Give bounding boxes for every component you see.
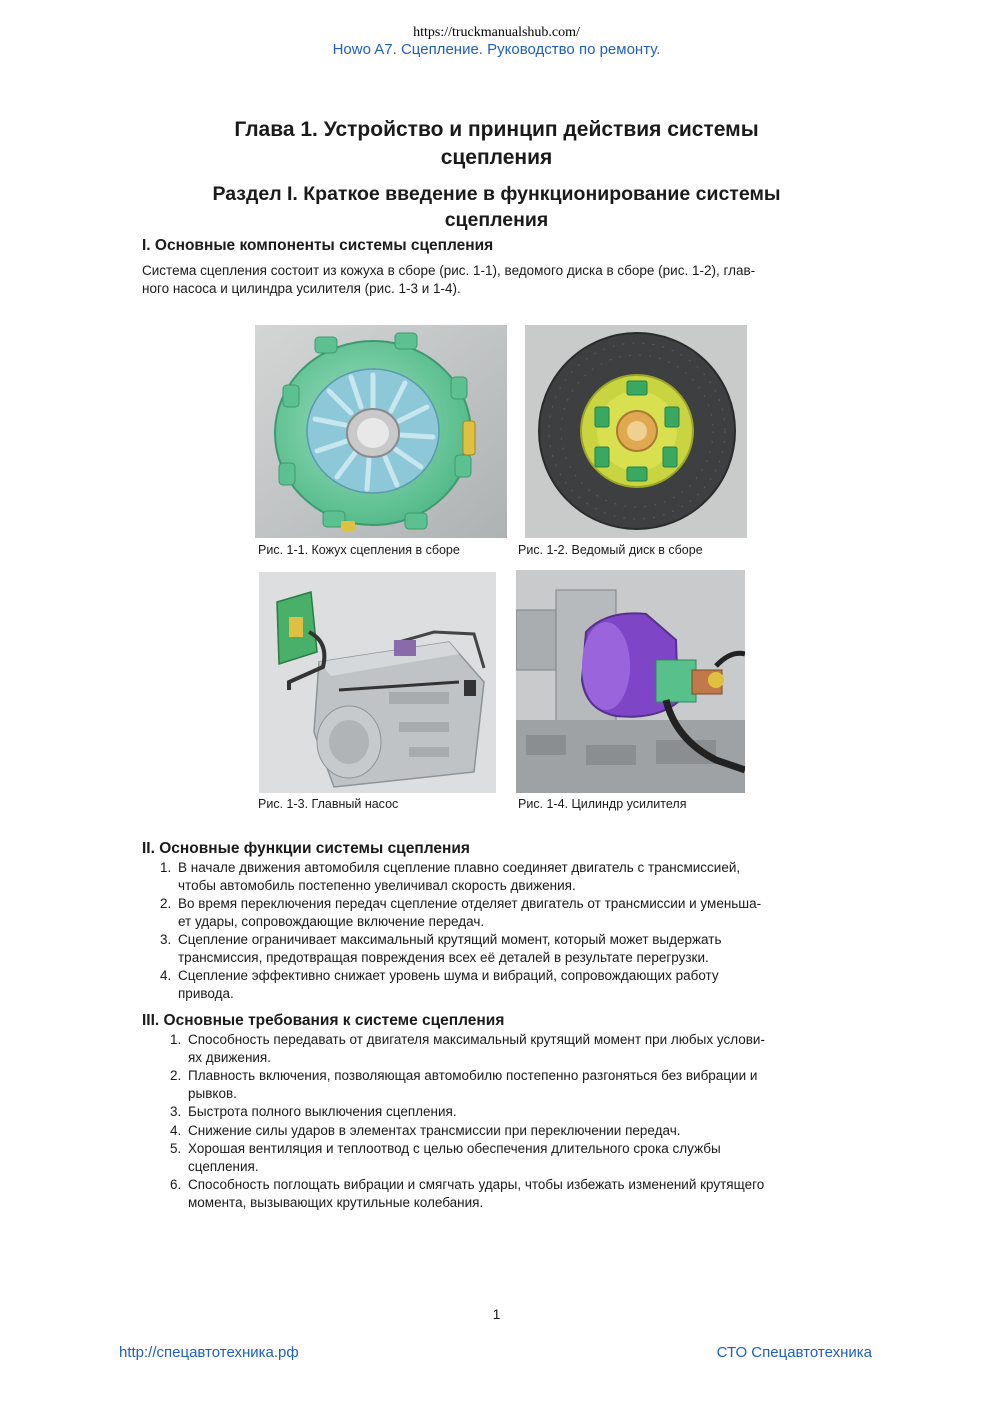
list-item-text-line2: ет удары, сопровождающие включение передач. xyxy=(178,913,485,929)
list-item-text-line1: Снижение силы ударов в элементах трансмиссии при переключении передач. xyxy=(188,1122,681,1138)
list-item-text-line1: В начале движения автомобиля сцепление плавно соединяет двигатель с трансмиссией, xyxy=(178,860,741,875)
list-item-text-line1: Сцепление ограничивает максимальный крутящий момент, который может выдержать xyxy=(178,932,722,947)
clutch-cover-illustration xyxy=(255,325,507,538)
booster-cylinder-illustration xyxy=(516,570,745,793)
chapter-title-line1: Глава 1. Устройство и принцип действия системы xyxy=(234,118,759,141)
list-item xyxy=(142,967,862,1002)
figure-master-cylinder xyxy=(259,572,496,793)
list-item-text-line1: Плавность включения, позволяющая автомобилю постепенно разгоняться без вибрации и xyxy=(188,1068,758,1083)
driven-disc-illustration xyxy=(525,325,747,538)
list-item xyxy=(152,1176,862,1211)
section-title-line1: Раздел I. Краткое введение в функционирование системы xyxy=(212,183,781,205)
list-item-number: 2. xyxy=(160,896,172,911)
list-item-text-line1: Во время переключения передач сцепление отделяет двигатель от трансмиссии и уменьша- xyxy=(178,896,762,911)
figure-booster-cylinder xyxy=(516,570,745,793)
list-item-text-line1: Быстрота полного выключения сцепления. xyxy=(188,1104,457,1119)
figure-clutch-cover xyxy=(255,325,507,538)
list-item-text-line1: Способность передавать от двигателя максимальный крутящий момент при любых услови- xyxy=(188,1032,765,1047)
part1-text-line2: ного насоса и цилиндра усилителя (рис. 1-3 и 1-4). xyxy=(142,280,461,296)
list-item-number: 4. xyxy=(170,1122,182,1138)
list-item-number: 3. xyxy=(170,1104,182,1119)
master-cylinder-illustration xyxy=(259,572,496,793)
list-item-text-line2: момента, вызывающих крутильные колебания. xyxy=(188,1194,484,1210)
list-item-text-line2: сцепления. xyxy=(188,1158,259,1174)
list-item-number: 3. xyxy=(160,932,172,947)
header-title: Howo A7. Сцепление. Руководство по ремонту. xyxy=(332,41,661,58)
list-item-number: 4. xyxy=(160,968,172,983)
footer-company: СТО Спецавтотехника xyxy=(716,1344,872,1361)
list-item-text-line2: чтобы автомобиль постепенно увеличивал скорость движения. xyxy=(178,877,576,893)
footer-link[interactable]: http://спецавтотехника.рф xyxy=(119,1344,299,1361)
list-item xyxy=(142,859,862,894)
list-item-text-line1: Сцепление эффективно снижает уровень шума и вибраций, сопровождающих работу xyxy=(178,968,719,983)
page-number: 1 xyxy=(492,1306,501,1322)
list-item-number: 1. xyxy=(170,1032,182,1047)
list-item-number: 6. xyxy=(170,1177,182,1192)
header-url[interactable]: https://truckmanualshub.com/ xyxy=(413,25,580,40)
list-item-text-line2: рывков. xyxy=(188,1085,237,1101)
part1-paragraph xyxy=(142,262,854,297)
list-item xyxy=(152,1103,862,1121)
list-item xyxy=(152,1067,862,1102)
list-item-text-line2: трансмиссия, предотвращая повреждения всех её деталей в результате перегрузки. xyxy=(178,949,709,965)
list-item-text-line1: Способность поглощать вибрации и смягчать удары, чтобы избежать изменений крутящего xyxy=(188,1177,765,1192)
part2-heading: II. Основные функции системы сцепления xyxy=(142,840,470,857)
list-item xyxy=(152,1031,862,1066)
list-item-text-line2: привода. xyxy=(178,985,234,1001)
figure-driven-disc xyxy=(525,325,747,538)
figure-1-4-caption: Рис. 1-4. Цилиндр усилителя xyxy=(518,797,687,811)
part2-list xyxy=(142,859,862,1003)
list-item-text-line1: Хорошая вентиляция и теплоотвод с целью обеспечения длительного срока службы xyxy=(188,1141,721,1156)
list-item xyxy=(152,1140,862,1175)
section-title xyxy=(150,181,843,233)
list-item-text-line2: ях движения. xyxy=(188,1049,271,1065)
figure-1-3-caption: Рис. 1-3. Главный насос xyxy=(258,797,399,811)
list-item xyxy=(152,1122,862,1140)
part3-heading: III. Основные требования к системе сцепления xyxy=(142,1012,505,1029)
chapter-title-line2: сцепления xyxy=(440,146,553,169)
list-item xyxy=(142,895,862,930)
chapter-title xyxy=(150,116,843,172)
list-item xyxy=(142,931,862,966)
list-item-number: 2. xyxy=(170,1068,182,1083)
figure-1-2-caption: Рис. 1-2. Ведомый диск в сборе xyxy=(518,543,703,557)
part3-list xyxy=(152,1031,862,1212)
part1-heading: I. Основные компоненты системы сцепления xyxy=(142,237,494,254)
figure-1-1-caption: Рис. 1-1. Кожух сцепления в сборе xyxy=(258,543,460,557)
list-item-number: 5. xyxy=(170,1141,182,1156)
list-item-number: 1. xyxy=(160,860,172,875)
section-title-line2: сцепления xyxy=(444,209,549,231)
part1-text-line1: Система сцепления состоит из кожуха в сборе (рис. 1-1), ведомого диска в сборе (рис. 1-2), глав- xyxy=(142,263,756,278)
